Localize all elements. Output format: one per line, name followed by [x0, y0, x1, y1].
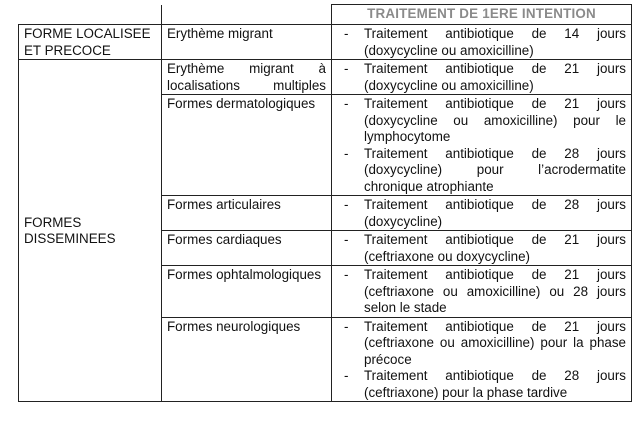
treatment-item: - Traitement antibiotique de 28 jours (ceftriaxone) pour la phase tardive — [344, 368, 626, 400]
category-label: FORME LOCALISEE ET PRECOCE — [24, 26, 151, 58]
treatment-text: Traitement antibiotique de 21 jours (ceftriaxone ou doxycycline) — [364, 232, 626, 264]
table-body — [19, 25, 632, 402]
treatment-text: Traitement antibiotique de 28 jours (doxycycline) pour l’acrodermatite chronique atrophiante — [364, 145, 626, 194]
treatment-list — [337, 26, 626, 59]
treatment-text: Traitement antibiotique de 21 jours (ceftriaxone ou amoxicilline) ou 28 jours selon le stade — [364, 267, 626, 315]
form-label: Erythème migrant à localisations multiples — [167, 61, 326, 93]
treatment-list — [337, 319, 626, 402]
table-row — [19, 60, 632, 95]
treatment-item: - Traitement antibiotique de 21 jours (doxycycline ou amoxicilline) — [344, 61, 626, 93]
treatment-item: - Traitement antibiotique de 21 jours (ceftriaxone ou amoxicilline) ou 28 jours selon le stade — [344, 267, 626, 315]
treatment-list — [337, 232, 626, 265]
treatment-column-header: TRAITEMENT DE 1ERE INTENTION — [332, 5, 632, 25]
treatment-text: Traitement antibiotique de 28 jours (doxycycline) — [364, 197, 626, 229]
treatment-cell — [332, 266, 632, 318]
treatment-text: Traitement antibiotique de 21 jours (ceftriaxone ou amoxicilline) pour la phase précoce — [364, 318, 626, 367]
form-cell — [162, 196, 332, 231]
treatment-item: - Traitement antibiotique de 21 jours (ceftriaxone ou doxycycline) — [344, 232, 626, 264]
form-cell — [162, 95, 332, 196]
form-label: Formes dermatologiques — [167, 96, 316, 111]
category-cell — [19, 60, 162, 402]
treatment-list — [337, 96, 626, 195]
form-label: Formes neurologiques — [167, 318, 301, 334]
treatment-item: - Traitement antibiotique de 21 jours (ceftriaxone ou amoxicilline) pour la phase précoce — [344, 318, 626, 367]
form-label: Formes cardiaques — [167, 232, 282, 247]
form-label: Formes ophtalmologiques — [167, 267, 322, 282]
treatment-item: - Traitement antibiotique de 14 jours (doxycycline ou amoxicilline) — [344, 26, 626, 58]
header-row — [19, 5, 632, 25]
table-row — [19, 25, 632, 60]
header-empty-cell — [19, 5, 162, 25]
form-label: Formes articulaires — [167, 197, 281, 212]
form-cell — [162, 317, 332, 402]
treatment-text: Traitement antibiotique de 21 jours (doxycycline ou amoxicilline) — [364, 61, 626, 93]
treatment-table — [18, 4, 632, 402]
category-label: FORMES DISSEMINEES — [24, 214, 116, 246]
category-cell — [19, 25, 162, 60]
treatment-cell — [332, 25, 632, 60]
treatment-item: - Traitement antibiotique de 21 jours (doxycycline ou amoxicilline) pour le lymphocytome — [344, 96, 626, 144]
treatment-list — [337, 61, 626, 94]
form-cell — [162, 266, 332, 318]
header-empty-cell — [162, 5, 332, 25]
treatment-text: Traitement antibiotique de 21 jours (doxycycline ou amoxicilline) pour le lymphocytome — [364, 96, 626, 144]
treatment-item: - Traitement antibiotique de 28 jours (doxycycline) — [344, 197, 626, 229]
treatment-text: Traitement antibiotique de 14 jours (doxycycline ou amoxicilline) — [364, 26, 626, 58]
treatment-text: Traitement antibiotique de 28 jours (ceftriaxone) pour la phase tardive — [364, 368, 626, 400]
form-label: Erythème migrant — [167, 26, 273, 41]
treatment-list — [337, 267, 626, 317]
form-cell — [162, 60, 332, 95]
treatment-cell — [332, 196, 632, 231]
treatment-cell — [332, 60, 632, 95]
treatment-item: - Traitement antibiotique de 28 jours (doxycycline) pour l’acrodermatite chronique atrophiante — [344, 145, 626, 194]
form-cell — [162, 25, 332, 60]
treatment-cell — [332, 317, 632, 402]
treatment-list — [337, 197, 626, 230]
form-cell — [162, 231, 332, 266]
treatment-cell — [332, 95, 632, 196]
treatment-cell — [332, 231, 632, 266]
